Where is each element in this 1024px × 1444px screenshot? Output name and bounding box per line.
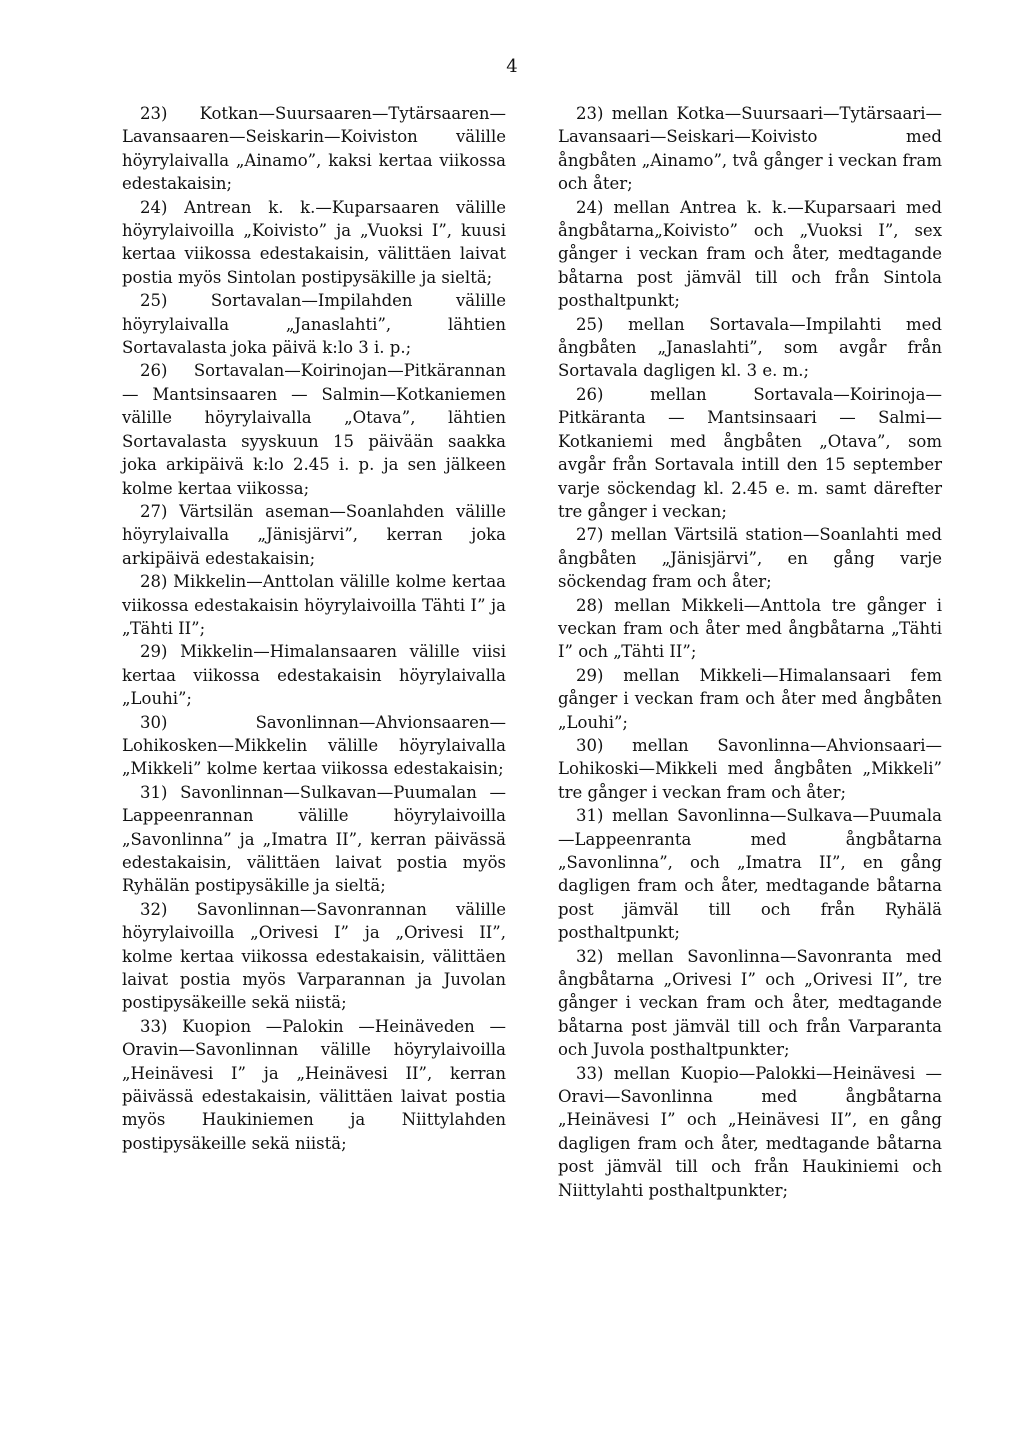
finnish-clause-30: 30) Savonlinnan—Ahvionsaaren—Lohikosken—Mikkelin välille höyrylaivalla „Mikkeli” kolme kertaa viikossa edestakaisin; xyxy=(122,712,506,779)
swedish-clause-26: 26) mellan Sortavala—Koirinoja—Pitkäranta — Mantsinsaari — Salmi—Kotkaniemi med ångbåten „Otava”, som avgår från Sortavala intill den 15 september varje söckendag kl. 2.45 e. m. samt därefter tre gånger i veckan; xyxy=(558,384,942,521)
finnish-clause-29: 29) Mikkelin—Himalansaaren välille viisi kertaa viikossa edestakaisin höyrylaivalla „Louhi”; xyxy=(122,642,506,709)
swedish-clause-31: 31) mellan Savonlinna—Sulkava—Puumala—Lappeenranta med ångbåtarna „Savonlinna”, och „Imatra II”, en gång dagligen fram och åter, medtagande båtarna post jämväl till och från Ryhälä posthaltpunkt; xyxy=(558,806,942,943)
finnish-clause-25: 25) Sortavalan—Impilahden välille höyrylaivalla „Janaslahti”, lähtien Sortavalasta joka päivä k:lo 3 i. p.; xyxy=(122,291,506,358)
swedish-clause-29: 29) mellan Mikkeli—Himalansaari fem gånger i veckan fram och åter med ångbåten „Louhi”; xyxy=(558,665,942,732)
finnish-clause-33: 33) Kuopion —Palokin —Heinäveden — Oravin—Savonlinnan välille höyrylaivoilla „Heinävesi I” ja „Heinävesi II”, kerran päivässä edestakaisin, välittäen laivat postia myös Haukiniemen ja Niittylahden postipysäkeille sekä niistä; xyxy=(122,1016,506,1153)
finnish-clause-26: 26) Sortavalan—Koirinojan—Pitkärannan — Mantsinsaaren — Salmin—Kotkaniemen välille höyrylaivalla „Otava”, lähtien Sortavalasta syyskuun 15 päivään saakka joka arkipäivä k:lo 2.45 i. p. ja sen jälkeen kolme kertaa viikossa; xyxy=(122,361,506,498)
finnish-column xyxy=(122,102,506,1155)
swedish-column xyxy=(558,102,942,1202)
finnish-clause-23: 23) Kotkan—Suursaaren—Tytärsaaren—Lavansaaren—Seiskarin—Koiviston välille höyrylaivalla „Ainamo”, kaksi kertaa viikossa edestakaisin; xyxy=(122,104,506,194)
swedish-clause-27: 27) mellan Värtsilä station—Soanlahti med ångbåten „Jänisjärvi”, en gång varje söckendag fram och åter; xyxy=(558,525,942,592)
swedish-clause-24: 24) mellan Antrea k. k.—Kuparsaari med ångbåtarna„Koivisto” och „Vuoksi I”, sex gånger i veckan fram och åter, medtagande båtarna post jämväl till och från Sintola posthaltpunkt; xyxy=(558,197,942,311)
finnish-clause-32: 32) Savonlinnan—Savonrannan välille höyrylaivoilla „Orivesi I” ja „Orivesi II”, kolme kertaa viikossa edestakaisin, välittäen laivat postia myös Varparannan ja Juvolan postipysäkeille sekä niistä; xyxy=(122,899,506,1013)
swedish-clause-28: 28) mellan Mikkeli—Anttola tre gånger i veckan fram och åter med ångbåtarna „Tähti I” och „Tähti II”; xyxy=(558,595,942,662)
swedish-clause-30: 30) mellan Savonlinna—Ahvionsaari—Lohikoski—Mikkeli med ångbåten „Mikkeli” tre gånger i veckan fram och åter; xyxy=(558,735,942,802)
finnish-clause-27: 27) Värtsilän aseman—Soanlahden välille höyrylaivalla „Jänisjärvi”, kerran joka arkipäivä edestakaisin; xyxy=(122,501,506,568)
finnish-clause-31: 31) Savonlinnan—Sulkavan—Puumalan —Lappeenrannan välille höyrylaivoilla „Savonlinna” ja „Imatra II”, kerran päivässä edestakaisin, välittäen laivat postia myös Ryhälän postipysäkille ja sieltä; xyxy=(122,782,506,896)
swedish-clause-33: 33) mellan Kuopio—Palokki—Heinävesi —Oravi—Savonlinna med ångbåtarna „Heinävesi I” och „Heinävesi II”, en gång dagligen fram och åter, medtagande båtarna post jämväl till och från Haukiniemi och Niittylahti posthaltpunkter; xyxy=(558,1063,942,1200)
page-number: 4 xyxy=(506,56,518,77)
finnish-clause-24: 24) Antrean k. k.—Kuparsaaren välille höyrylaivoilla „Koivisto” ja „Vuoksi I”, kuusi kertaa viikossa edestakaisin, välittäen laivat postia myös Sintolan postipysäkille ja sieltä; xyxy=(122,197,506,287)
finnish-clause-28: 28) Mikkelin—Anttolan välille kolme kertaa viikossa edestakaisin höyrylaivoilla Tähti I” ja „Tähti II”; xyxy=(122,572,506,638)
swedish-clause-32: 32) mellan Savonlinna—Savonranta med ångbåtarna „Orivesi I” och „Orivesi II”, tre gånger i veckan fram och åter, medtagande båtarna post jämväl till och från Varparanta och Juvola posthaltpunkter; xyxy=(558,946,942,1060)
swedish-clause-23: 23) mellan Kotka—Suursaari—Tytärsaari—Lavansaari—Seiskari—Koivisto med ångbåten „Ainamo”, två gånger i veckan fram och åter; xyxy=(558,104,942,194)
swedish-clause-25: 25) mellan Sortavala—Impilahti med ångbåten „Janaslahti”, som avgår från Sortavala dagligen kl. 3 e. m.; xyxy=(558,314,942,381)
